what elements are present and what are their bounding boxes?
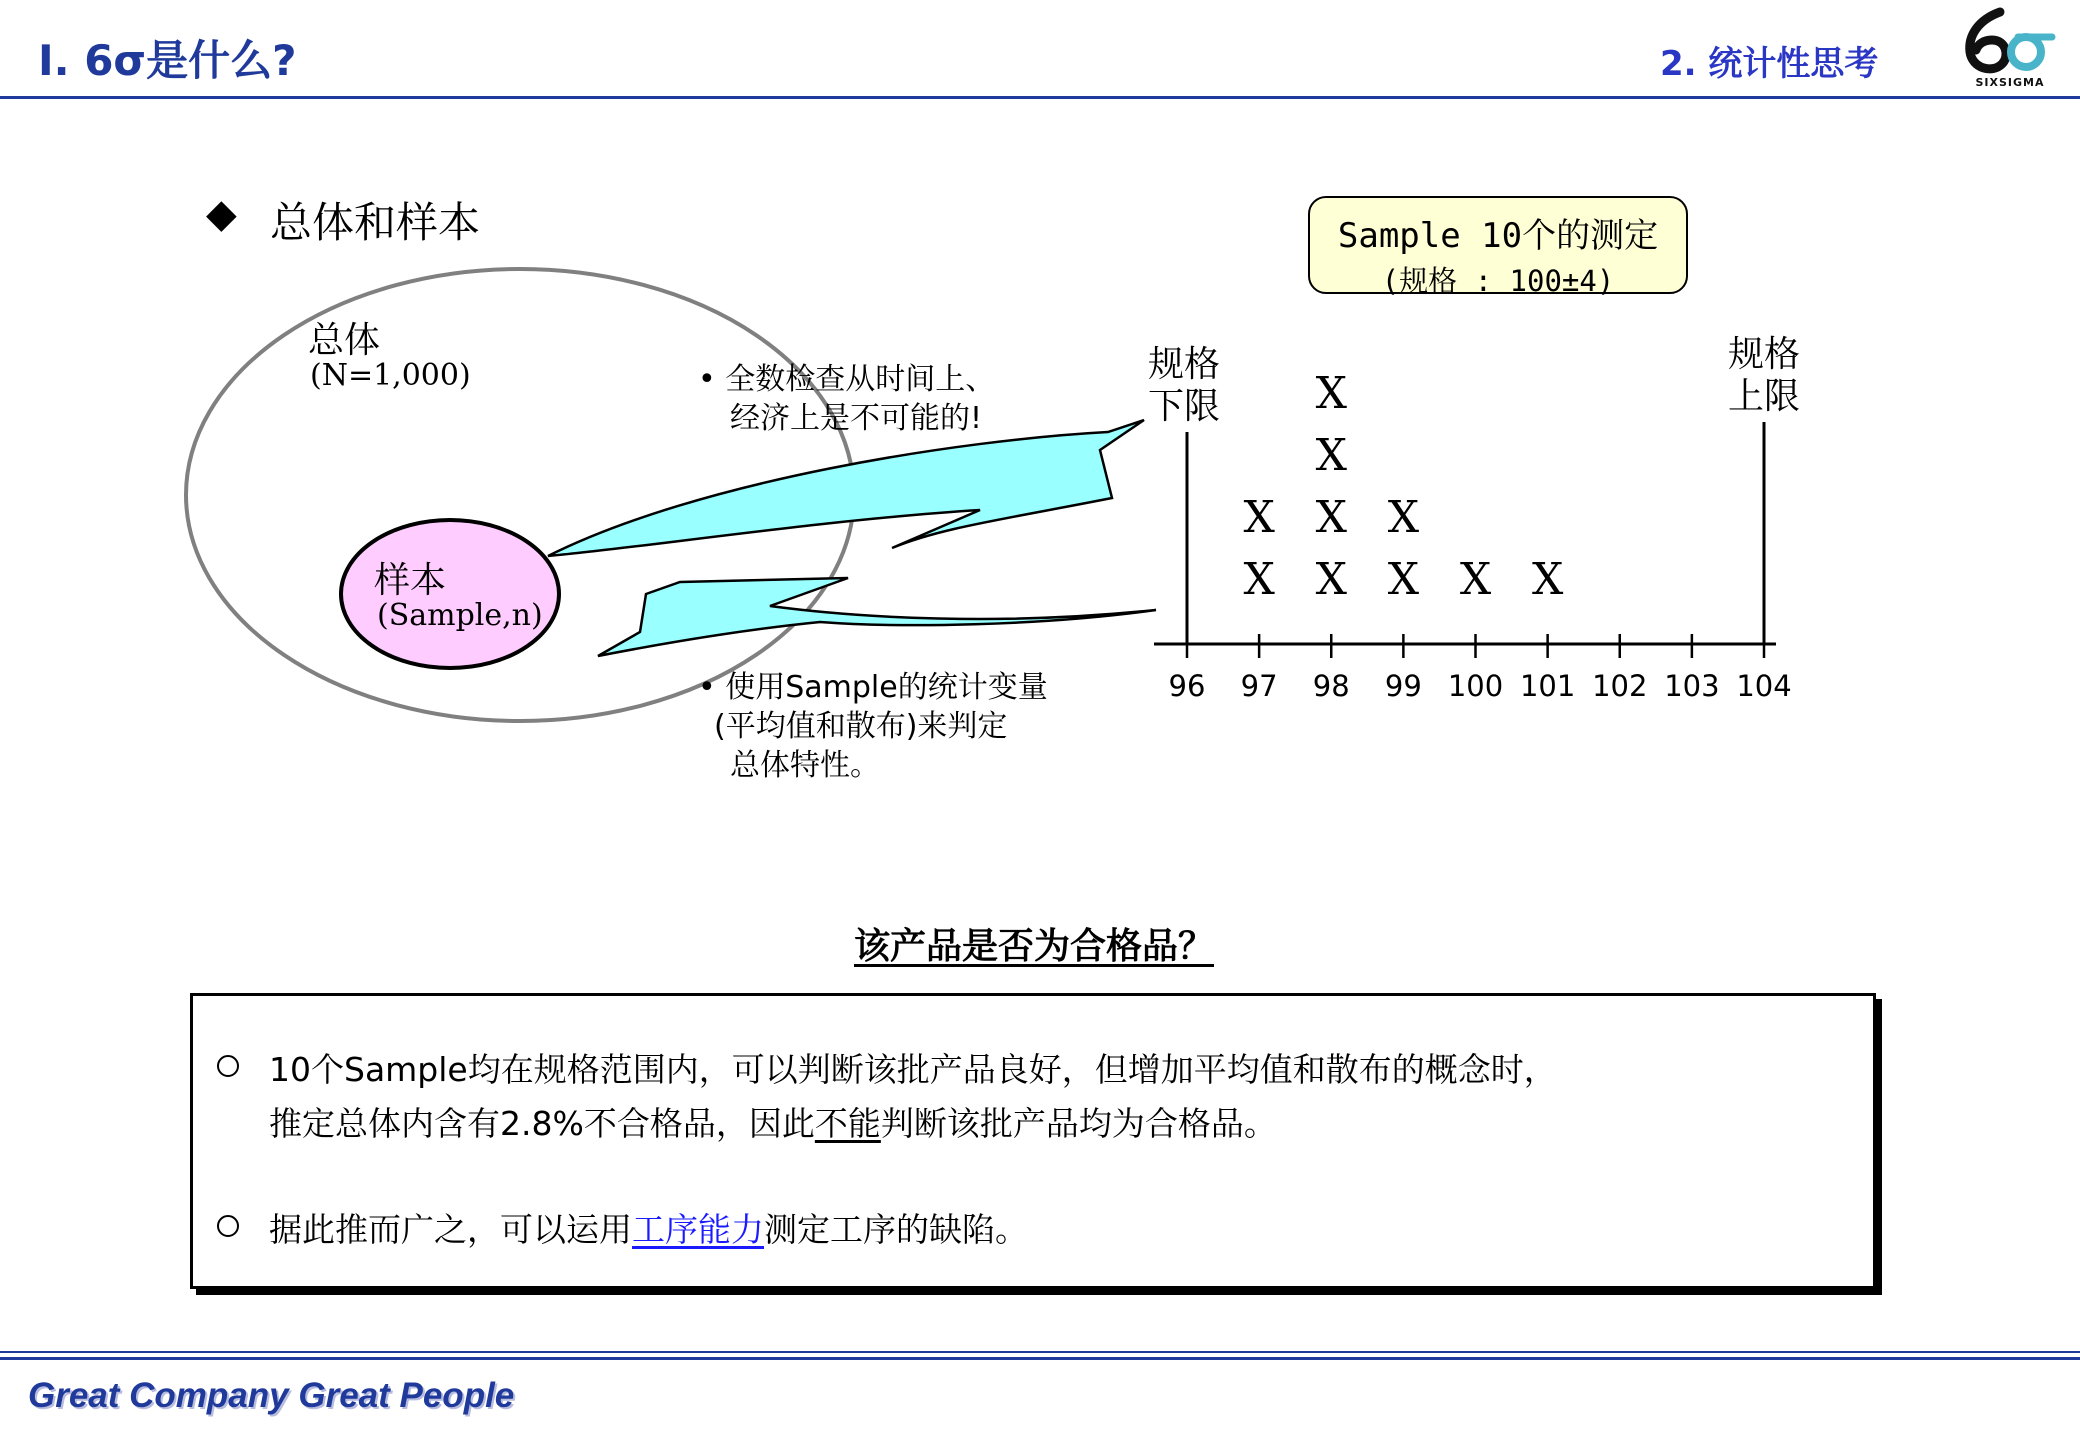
upper-spec-label-line-2: 上限 <box>1728 376 1801 417</box>
x-axis-ticks <box>1187 634 1764 658</box>
upper-spec-label-line-1: 规格 <box>1728 334 1801 375</box>
note-top-line-2: 经济上是不可能的! <box>730 401 983 436</box>
x-tick-label: 97 <box>1240 669 1278 703</box>
section-heading: 总体和样本 <box>270 198 481 247</box>
x-tick-label: 101 <box>1519 669 1576 703</box>
x-tick-label: 104 <box>1736 669 1792 703</box>
scatter-point-marker: X <box>1387 554 1420 605</box>
scatter-point-marker: X <box>1243 554 1275 605</box>
process-capability-link[interactable]: 工序能力 <box>632 1210 764 1249</box>
conclusion-line-2 <box>269 1098 1277 1145</box>
scatter-point-marker: X <box>1531 554 1564 605</box>
note-bottom-line-1: • 使用Sample的统计变量 <box>698 670 1048 705</box>
sample-label: 样本 <box>374 560 447 601</box>
question-heading <box>600 918 1468 969</box>
x-tick-label: 99 <box>1384 669 1422 703</box>
x-tick-label: 102 <box>1592 669 1648 703</box>
lower-spec-label-line-2: 下限 <box>1148 386 1221 427</box>
cannot-emphasis: 不能 <box>814 1104 881 1143</box>
section-title: 2. 统计性思考 <box>1660 44 1879 84</box>
footer-slogan: Great Company Great People <box>28 1376 515 1415</box>
conclusion-box <box>190 993 1876 1289</box>
conclusion-line-2-pre: 推定总体内含有2.8%不合格品，因此 <box>269 1104 815 1143</box>
circle-bullet-icon <box>217 1215 239 1237</box>
scatter-point-marker: X <box>1315 430 1347 481</box>
x-tick-label: 98 <box>1312 669 1350 703</box>
question-text: 该产品是否为合格品？ <box>853 926 1214 967</box>
population-label: 总体 <box>308 320 381 361</box>
population-sub-label: (N=1,000) <box>310 358 471 393</box>
scatter-point-marker: X <box>1315 554 1347 605</box>
x-tick-label: 103 <box>1664 669 1720 703</box>
scatter-point-marker: X <box>1243 492 1275 543</box>
lower-spec-label-line-1: 规格 <box>1148 344 1221 385</box>
note-top-line-1: • 全数检查从时间上、 <box>698 362 996 397</box>
conclusion-line-1: 10个Sample均在规格范围内，可以判断该批产品良好，但增加平均值和散布的概念时， <box>269 1050 1557 1089</box>
sample-sub-label: (Sample,n) <box>377 598 543 633</box>
sample-measurement-box <box>1308 196 1688 298</box>
conclusion-line-3 <box>269 1204 1028 1251</box>
diamond-bullet-icon: ◆ <box>206 191 237 237</box>
x-tick-label: 100 <box>1447 669 1504 703</box>
conclusion-line-2-post: 判断该批产品均为合格品。 <box>880 1104 1277 1143</box>
conclusion-line-3-pre: 据此推而广之，可以运用 <box>269 1210 632 1249</box>
note-bottom-line-3: 总体特性。 <box>730 748 880 783</box>
slide-title: Ⅰ. 6σ是什么? <box>38 36 297 85</box>
note-bottom-line-2: (平均值和散布)来判定 <box>714 709 1008 744</box>
footer-rule-thin <box>0 1351 2080 1353</box>
scatter-point-marker: X <box>1315 492 1347 543</box>
scatter-points <box>1243 368 1564 605</box>
x-tick-label: 96 <box>1168 669 1206 703</box>
scatter-point-marker: X <box>1459 554 1492 605</box>
footer-rule-thick <box>0 1357 2080 1360</box>
logo-text: SIXSIGMA <box>1975 76 2045 89</box>
sample-box-title: Sample 10个的测定 <box>1337 216 1659 256</box>
sample-box-spec: (规格 : 100±4) <box>1381 264 1615 298</box>
scatter-point-marker: X <box>1315 368 1347 419</box>
scatter-point-marker: X <box>1387 492 1420 543</box>
conclusion-line-3-post: 测定工序的缺陷。 <box>764 1210 1028 1249</box>
x-axis-tick-labels <box>1169 669 1792 703</box>
circle-bullet-icon <box>217 1055 239 1077</box>
